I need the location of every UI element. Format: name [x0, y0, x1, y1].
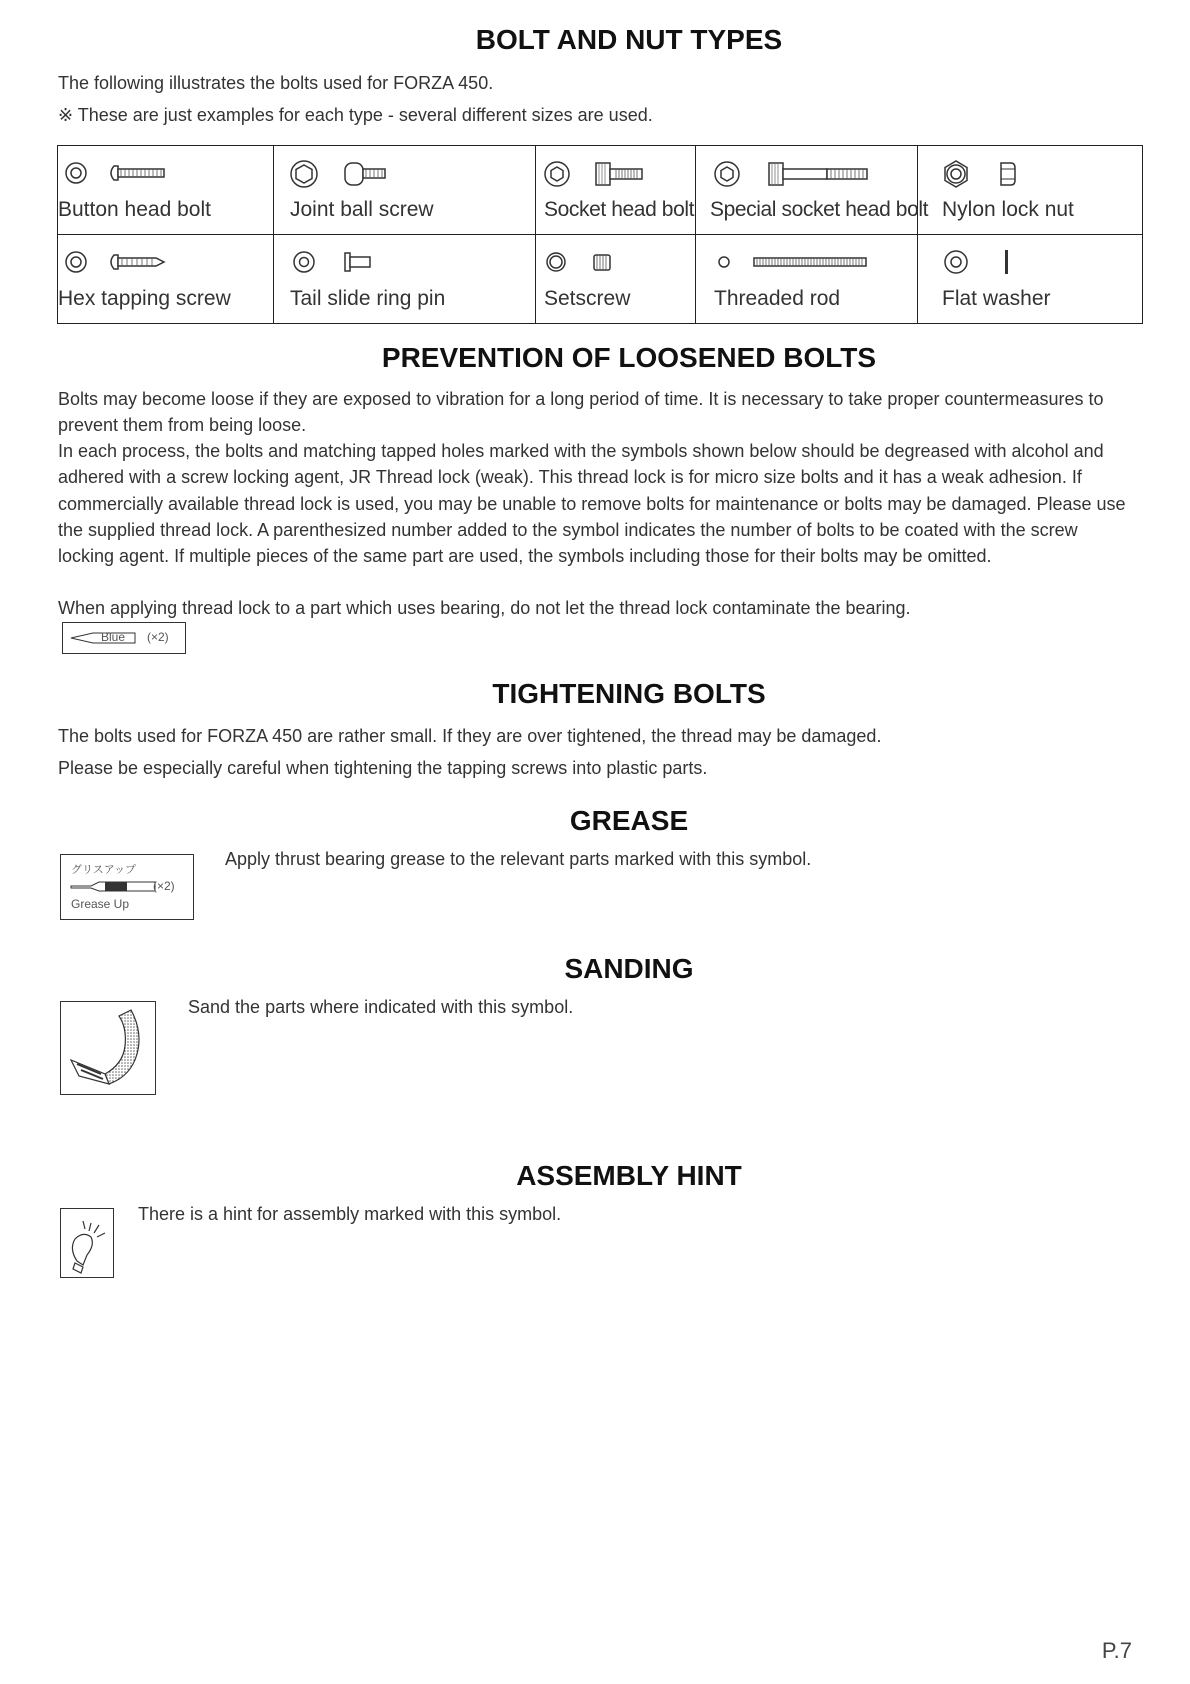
table-cell — [696, 235, 918, 324]
hint-symbol — [60, 1208, 114, 1278]
bolt-label: Hex tapping screw — [58, 287, 231, 310]
table-cell — [274, 146, 536, 235]
thread-lock-label: Blue — [101, 630, 126, 644]
setscrew-icon — [544, 247, 654, 277]
nylon-lock-nut-icon — [942, 158, 1052, 188]
bolt-intro-text: The following illustrates the bolts used for FORZA 450. — [58, 73, 494, 93]
light-bulb-icon — [61, 1209, 113, 1277]
sanding-symbol — [60, 1001, 156, 1095]
special-socket-head-bolt-icon — [714, 158, 884, 188]
threaded-rod-icon — [714, 247, 884, 277]
thread-lock-symbol — [62, 622, 186, 654]
grease-count: (×2) — [153, 879, 175, 893]
button-head-bolt-icon — [64, 158, 174, 188]
thread-lock-count: (×2) — [147, 630, 169, 644]
bolt-label: Setscrew — [544, 287, 631, 310]
grease-tube-icon — [69, 877, 159, 895]
bolt-label: Flat washer — [942, 287, 1051, 310]
table-row — [58, 235, 1143, 324]
table-cell — [696, 146, 929, 235]
prevention-paragraph-2: In each process, the bolts and matching tapped holes marked with the symbols shown below should be degreased with alcohol and adhered with a screw locking agent, JR Thread lock (weak). This thread lock is for micro size bolts and it has a weak adhesion. If commercially available thread lock is used, you may be unable to remove bolts for maintenance or bolts may be damaged. Please use the supplied thread lock. A parenthesized number added to the symbol indicates the number of bolts to be coated with the screw locking agent. If multiple pieces of the same part are used, the symbols including those for their bolts may be omitted. — [58, 441, 1126, 567]
joint-ball-screw-icon — [290, 158, 400, 188]
bolt-types-table — [57, 145, 1143, 324]
table-cell — [58, 146, 274, 235]
grease-symbol — [60, 854, 194, 920]
prevention-paragraph-3: When applying thread lock to a part which uses bearing, do not let the thread lock contaminate the bearing. — [58, 598, 911, 618]
section-title-prevention: PREVENTION OF LOOSENED BOLTS — [381, 342, 877, 373]
bolt-label: Special socket head bolt — [710, 198, 929, 221]
sand-paper-icon — [61, 1002, 155, 1094]
section-title-bolt-types: BOLT AND NUT TYPES — [475, 24, 783, 55]
page-number: P.7 — [1101, 1638, 1132, 1663]
table-cell — [918, 146, 1143, 235]
table-cell — [58, 235, 274, 324]
bolt-label: Button head bolt — [58, 198, 211, 221]
hint-text: There is a hint for assembly marked with this symbol. — [138, 1204, 562, 1224]
bolt-label: Joint ball screw — [290, 198, 434, 221]
tightening-line-1: The bolts used for FORZA 450 are rather small. If they are over tightened, the thread may be damaged. — [58, 726, 882, 746]
table-row — [58, 146, 1143, 235]
socket-head-bolt-icon — [544, 158, 654, 188]
table-cell — [536, 235, 696, 324]
flat-washer-icon — [942, 247, 1052, 277]
tail-slide-ring-pin-icon — [290, 247, 400, 277]
bolt-label: Threaded rod — [714, 287, 841, 310]
sanding-text: Sand the parts where indicated with this symbol. — [188, 997, 574, 1017]
bolt-label: Tail slide ring pin — [290, 287, 446, 310]
section-title-grease: GREASE — [569, 805, 689, 836]
tightening-line-2: Please be especially careful when tightening the tapping screws into plastic parts. — [58, 758, 708, 778]
grease-text: Apply thrust bearing grease to the relevant parts marked with this symbol. — [225, 849, 812, 869]
bolt-note-text: ※ These are just examples for each type - several different sizes are used. — [58, 105, 653, 125]
bolt-label: Socket head bolt — [544, 198, 695, 221]
grease-en-label: Grease Up — [71, 897, 130, 911]
prevention-paragraph-1: Bolts may become loose if they are exposed to vibration for a long period of time. It is necessary to take proper countermeasures to prevent them from being loose. — [58, 389, 1104, 436]
grease-jp-label: グリスアップ — [71, 864, 137, 876]
hex-tapping-screw-icon — [64, 247, 174, 277]
table-cell — [274, 235, 536, 324]
table-cell — [536, 146, 696, 235]
table-cell — [918, 235, 1143, 324]
bolt-label: Nylon lock nut — [942, 198, 1074, 221]
section-title-sanding: SANDING — [564, 953, 694, 984]
section-title-hint: ASSEMBLY HINT — [516, 1160, 742, 1191]
section-title-tightening: TIGHTENING BOLTS — [492, 678, 766, 709]
